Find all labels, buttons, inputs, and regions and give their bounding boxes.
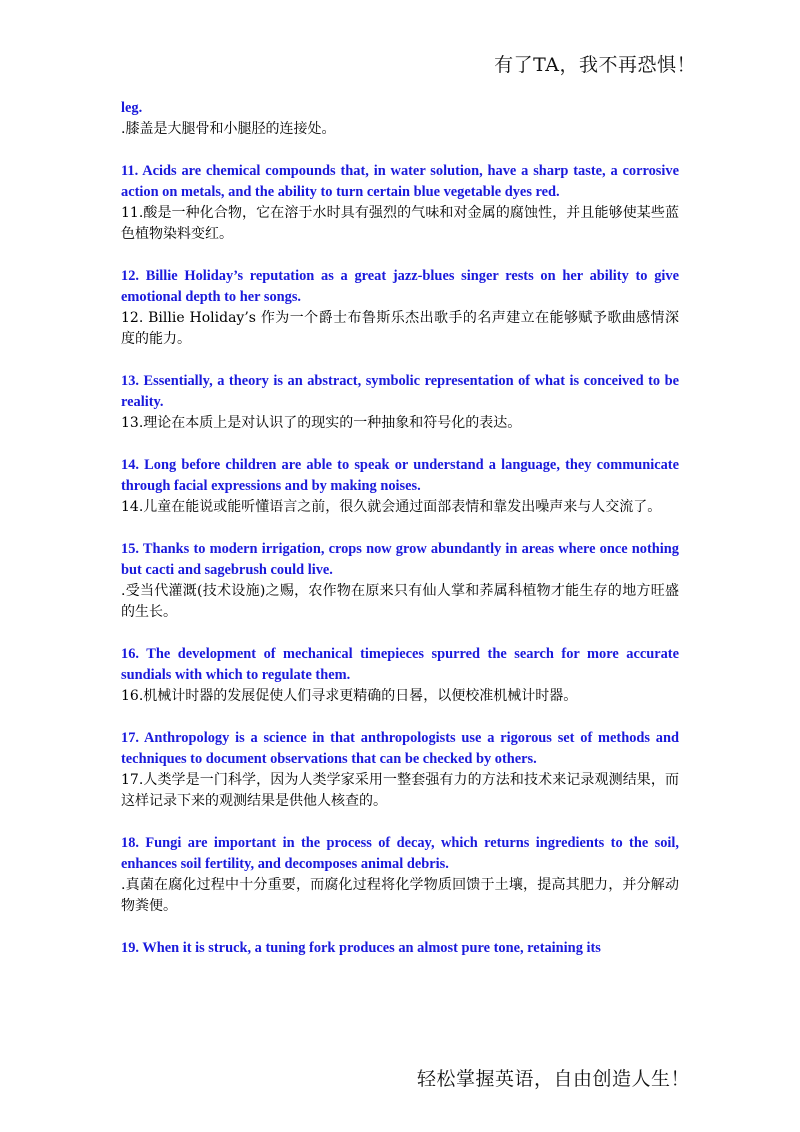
english-sentence: 18. Fungi are important in the process of decay, which returns ingredients to the soil, enhances soil fertility, and decomposes animal debris.	[121, 835, 679, 872]
entry-13	[121, 371, 679, 434]
english-sentence: 16. The development of mechanical timepieces spurred the search for more accurate sundials with which to regulate them.	[121, 646, 679, 683]
chinese-translation: .膝盖是大腿骨和小腿胫的连接处。	[121, 121, 336, 137]
entry-14	[121, 455, 679, 518]
english-sentence: 13. Essentially, a theory is an abstract, symbolic representation of what is conceived to be reality.	[121, 373, 679, 410]
entry-16	[121, 644, 679, 707]
english-sentence: 14. Long before children are able to speak or understand a language, they communicate through facial expressions and by making noises.	[121, 457, 679, 494]
chinese-translation: 12. Billie Holiday’s 作为一个爵士布鲁斯乐杰出歌手的名声建立在能够赋予歌曲感情深度的能力。	[121, 310, 679, 347]
entry-10	[121, 98, 679, 140]
english-sentence: 15. Thanks to modern irrigation, crops now grow abundantly in areas where once nothing but cacti and sagebrush could live.	[121, 541, 679, 578]
entry-11	[121, 161, 679, 245]
english-sentence: 19. When it is struck, a tuning fork produces an almost pure tone, retaining its	[121, 940, 601, 956]
english-sentence: leg.	[121, 100, 143, 116]
chinese-translation: 17.人类学是一门科学，因为人类学家采用一整套强有力的方法和技术来记录观测结果，而这样记录下来的观测结果是供他人核查的。	[121, 772, 679, 809]
entry-19	[121, 938, 679, 959]
document-body	[121, 98, 679, 980]
entry-15	[121, 539, 679, 623]
chinese-translation: 13.理论在本质上是对认识了的现实的一种抽象和符号化的表达。	[121, 415, 522, 431]
footer-slogan: 轻松掌握英语，自由创造人生！	[416, 1068, 690, 1090]
header-slogan: 有了TA，我不再恐惧！	[494, 54, 696, 76]
chinese-translation: .受当代灌溉(技术设施)之赐，农作物在原来只有仙人掌和荞属科植物才能生存的地方旺盛的生长。	[121, 583, 679, 620]
chinese-translation: 16.机械计时器的发展促使人们寻求更精确的日晷，以便校准机械计时器。	[121, 688, 578, 704]
entry-17	[121, 728, 679, 812]
chinese-translation: .真菌在腐化过程中十分重要，而腐化过程将化学物质回馈于土壤，提高其肥力，并分解动物粪便。	[121, 877, 679, 914]
english-sentence: 17. Anthropology is a science in that anthropologists use a rigorous set of methods and techniques to document observations that can be checked by others.	[121, 730, 679, 767]
entry-18	[121, 833, 679, 917]
english-sentence: 11. Acids are chemical compounds that, in water solution, have a sharp taste, a corrosive action on metals, and the ability to turn certain blue vegetable dyes red.	[121, 163, 679, 200]
chinese-translation: 14.儿童在能说或能听懂语言之前，很久就会通过面部表情和靠发出噪声来与人交流了。	[121, 499, 662, 515]
english-sentence: 12. Billie Holiday’s reputation as a great jazz-blues singer rests on her ability to give emotional depth to her songs.	[121, 268, 679, 305]
entry-12	[121, 266, 679, 350]
chinese-translation: 11.酸是一种化合物，它在溶于水时具有强烈的气味和对金属的腐蚀性，并且能够使某些蓝色植物染料变红。	[121, 205, 679, 242]
